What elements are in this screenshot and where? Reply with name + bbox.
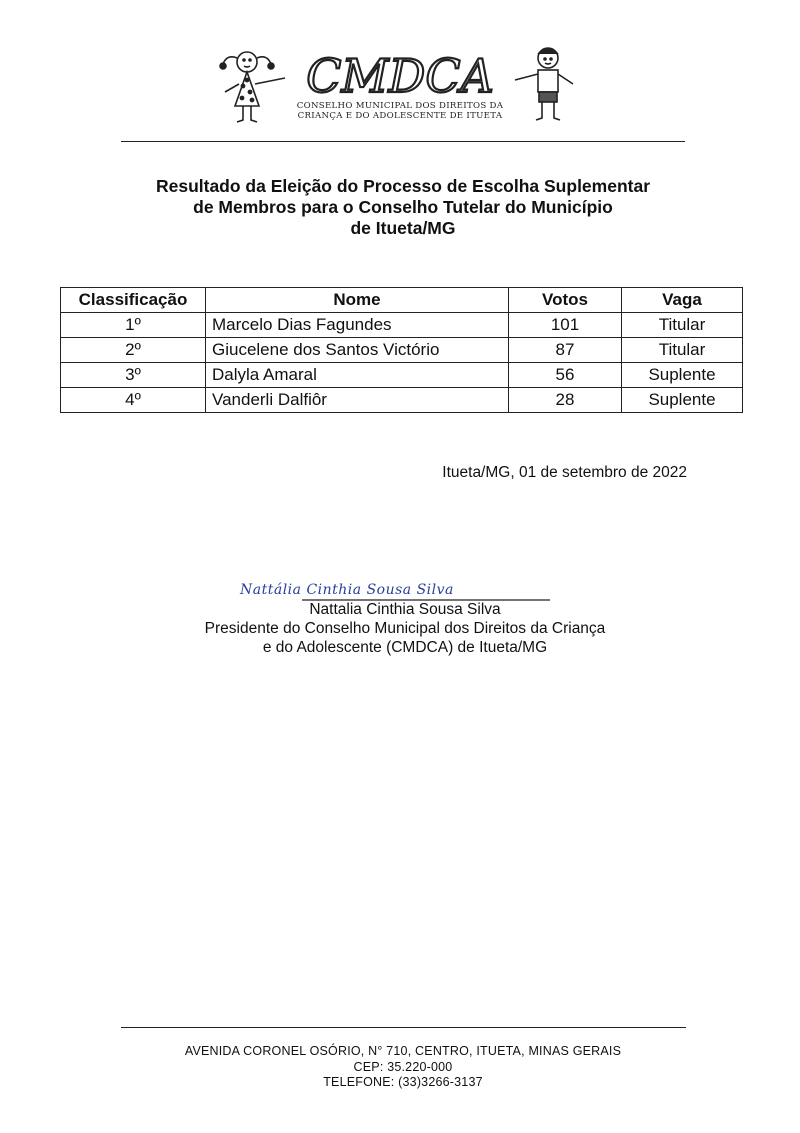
signatory-role-line-2: e do Adolescente (CMDCA) de Itueta/MG <box>262 639 548 656</box>
footer-cep: CEP: 35.220-000 <box>353 1059 453 1074</box>
girl-drawing-icon <box>220 52 285 122</box>
table-row <box>61 338 743 363</box>
place-and-date: Itueta/MG, 01 de setembro de 2022 <box>442 464 687 481</box>
logo-acronym: CMDCA <box>306 49 494 103</box>
signature-script: Nattália Cinthia Sousa Silva <box>240 582 454 598</box>
boy-drawing-icon <box>515 48 573 120</box>
cell-seat: Titular <box>622 313 743 338</box>
footer <box>120 1044 686 1091</box>
title-line-3: de Itueta/MG <box>350 218 456 238</box>
title-line-1: Resultado da Eleição do Processo de Escolha Suplementar <box>155 176 651 196</box>
title-line-2: de Membros para o Conselho Tutelar do Município <box>193 197 613 217</box>
logo-subtitle-line2: CRIANÇA E DO ADOLESCENTE DE ITUETA <box>297 111 503 121</box>
cell-rank: 2º <box>61 338 206 363</box>
cell-seat: Titular <box>622 338 743 363</box>
cell-name: Marcelo Dias Fagundes <box>206 313 509 338</box>
cell-rank: 1º <box>61 313 206 338</box>
document-title <box>100 176 706 239</box>
cell-seat: Suplente <box>622 363 743 388</box>
signatory-role-line-1: Presidente do Conselho Municipal dos Direitos da Criança <box>204 620 606 637</box>
table-row <box>61 313 743 338</box>
cell-name: Vanderli Dalfiôr <box>206 388 509 413</box>
header-divider <box>121 141 685 142</box>
cell-rank: 3º <box>61 363 206 388</box>
cell-rank: 4º <box>61 388 206 413</box>
cell-name: Dalyla Amaral <box>206 363 509 388</box>
results-table <box>60 287 743 413</box>
header-classificacao: Classificação <box>61 288 206 313</box>
table-row <box>61 388 743 413</box>
table-header-row <box>61 288 743 313</box>
cell-votes: 87 <box>509 338 622 363</box>
header-votos: Votos <box>509 288 622 313</box>
footer-address: AVENIDA CORONEL OSÓRIO, N° 710, CENTRO, ITUETA, MINAS GERAIS <box>184 1044 622 1058</box>
signatory-block <box>160 600 650 657</box>
signatory-name: Nattalia Cinthia Sousa Silva <box>309 601 501 618</box>
cell-seat: Suplente <box>622 388 743 413</box>
table-row <box>61 363 743 388</box>
cell-name: Giucelene dos Santos Victório <box>206 338 509 363</box>
header-nome: Nome <box>206 288 509 313</box>
cell-votes: 56 <box>509 363 622 388</box>
cell-votes: 28 <box>509 388 622 413</box>
footer-divider <box>121 1027 686 1028</box>
logo-subtitle-line1: CONSELHO MUNICIPAL DOS DIREITOS DA <box>296 101 504 111</box>
footer-phone: TELEFONE: (33)3266-3137 <box>323 1075 483 1089</box>
header-vaga: Vaga <box>622 288 743 313</box>
cmdca-logo <box>215 40 595 132</box>
cell-votes: 101 <box>509 313 622 338</box>
